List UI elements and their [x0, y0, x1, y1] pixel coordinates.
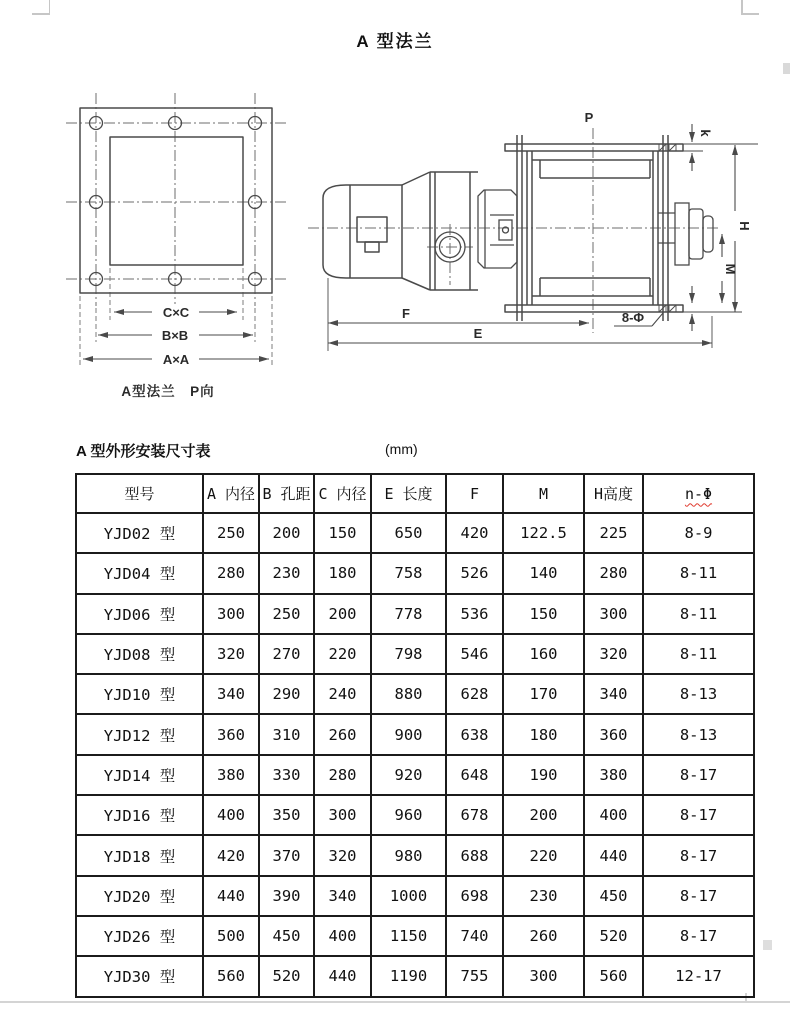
value-cell: 1150 [371, 916, 446, 956]
value-cell: 628 [446, 674, 503, 714]
value-cell: 380 [584, 755, 643, 795]
model-cell: YJD12 型 [76, 714, 203, 754]
gearbox-transition [402, 172, 478, 290]
table-row [76, 594, 754, 634]
page-edge-tick-bottomright [763, 940, 772, 950]
machine-centerlines [308, 128, 718, 333]
column-header: A 内径 [203, 474, 259, 513]
value-cell: 400 [584, 795, 643, 835]
column-header: 型号 [76, 474, 203, 513]
value-cell: 698 [446, 876, 503, 916]
margin-mark-topleft-h [32, 13, 50, 15]
value-cell: 8-17 [643, 876, 754, 916]
value-cell: 648 [446, 755, 503, 795]
value-cell: 270 [259, 634, 314, 674]
machine-dimensions [328, 110, 758, 351]
table-row [76, 513, 754, 553]
dim-label-bxb: B×B [161, 328, 189, 343]
table-row [76, 674, 754, 714]
value-cell: 360 [203, 714, 259, 754]
value-cell: 330 [259, 755, 314, 795]
dim-label-m: M [723, 263, 738, 275]
value-cell: 560 [203, 956, 259, 996]
flange-outline [80, 108, 272, 293]
column-header: M [503, 474, 584, 513]
value-cell: 900 [371, 714, 446, 754]
model-cell: YJD18 型 [76, 835, 203, 875]
column-header: C 内径 [314, 474, 371, 513]
value-cell: 500 [203, 916, 259, 956]
value-cell: 140 [503, 553, 584, 593]
dim-label-p: P [584, 110, 594, 125]
value-cell: 8-17 [643, 916, 754, 956]
value-cell: 280 [314, 755, 371, 795]
table-row [76, 755, 754, 795]
value-cell: 8-11 [643, 553, 754, 593]
flange-front-view [40, 80, 320, 410]
value-cell: 400 [314, 916, 371, 956]
value-cell: 340 [314, 876, 371, 916]
value-cell: 340 [584, 674, 643, 714]
value-cell: 280 [203, 553, 259, 593]
value-cell: 450 [584, 876, 643, 916]
model-cell: YJD20 型 [76, 876, 203, 916]
dim-label-f: F [402, 306, 410, 321]
dim-label-h: H [737, 221, 752, 231]
value-cell: 536 [446, 594, 503, 634]
value-cell: 260 [503, 916, 584, 956]
value-cell: 180 [503, 714, 584, 754]
value-cell: 778 [371, 594, 446, 634]
value-cell: 920 [371, 755, 446, 795]
value-cell: 225 [584, 513, 643, 553]
model-cell: YJD14 型 [76, 755, 203, 795]
value-cell: 300 [203, 594, 259, 634]
shaft-end-coupling [658, 203, 713, 265]
flange-centerlines [66, 93, 286, 306]
value-cell: 300 [314, 795, 371, 835]
value-cell: 8-9 [643, 513, 754, 553]
table-row [76, 795, 754, 835]
table-row [76, 876, 754, 916]
value-cell: 260 [314, 714, 371, 754]
value-cell: 420 [203, 835, 259, 875]
value-cell: 122.5 [503, 513, 584, 553]
value-cell: 688 [446, 835, 503, 875]
value-cell: 220 [314, 634, 371, 674]
value-cell: 546 [446, 634, 503, 674]
header-row [76, 474, 754, 513]
flange-view-caption: A型法兰 P向 [121, 384, 215, 399]
column-header: n-Φ [643, 474, 754, 513]
page-bottom-edge [0, 1001, 790, 1003]
value-cell: 320 [584, 634, 643, 674]
value-cell: 8-11 [643, 594, 754, 634]
machine-side-view [300, 85, 790, 375]
value-cell: 440 [203, 876, 259, 916]
column-header: B 孔距 [259, 474, 314, 513]
value-cell: 526 [446, 553, 503, 593]
value-cell: 340 [203, 674, 259, 714]
value-cell: 520 [584, 916, 643, 956]
value-cell: 320 [314, 835, 371, 875]
value-cell: 8-11 [643, 634, 754, 674]
value-cell: 370 [259, 835, 314, 875]
value-cell: 960 [371, 795, 446, 835]
value-cell: 390 [259, 876, 314, 916]
value-cell: 758 [371, 553, 446, 593]
value-cell: 8-17 [643, 835, 754, 875]
model-cell: YJD06 型 [76, 594, 203, 634]
value-cell: 180 [314, 553, 371, 593]
value-cell: 290 [259, 674, 314, 714]
value-cell: 200 [314, 594, 371, 634]
exciter-bracket [478, 190, 517, 268]
value-cell: 560 [584, 956, 643, 996]
value-cell: 250 [259, 594, 314, 634]
value-cell: 650 [371, 513, 446, 553]
table-row [76, 553, 754, 593]
value-cell: 230 [259, 553, 314, 593]
value-cell: 200 [503, 795, 584, 835]
value-cell: 250 [203, 513, 259, 553]
value-cell: 360 [584, 714, 643, 754]
value-cell: 230 [503, 876, 584, 916]
table-row [76, 714, 754, 754]
value-cell: 1190 [371, 956, 446, 996]
value-cell: 450 [259, 916, 314, 956]
column-header: H高度 [584, 474, 643, 513]
value-cell: 400 [203, 795, 259, 835]
model-cell: YJD10 型 [76, 674, 203, 714]
motor-outline [323, 185, 402, 278]
column-header: F [446, 474, 503, 513]
value-cell: 300 [584, 594, 643, 634]
dim-label-k: k [698, 129, 713, 137]
value-cell: 220 [503, 835, 584, 875]
value-cell: 440 [314, 956, 371, 996]
value-cell: 200 [259, 513, 314, 553]
value-cell: 798 [371, 634, 446, 674]
model-cell: YJD08 型 [76, 634, 203, 674]
table-row [76, 916, 754, 956]
value-cell: 8-17 [643, 795, 754, 835]
value-cell: 980 [371, 835, 446, 875]
dim-label-cxc: C×C [162, 305, 190, 320]
value-cell: 440 [584, 835, 643, 875]
table-row [76, 835, 754, 875]
flange-dimensions [83, 304, 269, 367]
margin-mark-topleft-v [49, 0, 51, 14]
value-cell: 880 [371, 674, 446, 714]
value-cell: 8-17 [643, 755, 754, 795]
value-cell: 8-13 [643, 714, 754, 754]
value-cell: 240 [314, 674, 371, 714]
value-cell: 350 [259, 795, 314, 835]
value-cell: 420 [446, 513, 503, 553]
value-cell: 755 [446, 956, 503, 996]
dim-label-e: E [473, 326, 483, 341]
table-unit: (mm) [385, 441, 418, 457]
margin-mark-topright-v [741, 0, 743, 14]
margin-mark-topright-h [741, 13, 759, 15]
value-cell: 280 [584, 553, 643, 593]
value-cell: 678 [446, 795, 503, 835]
value-cell: 638 [446, 714, 503, 754]
dim-label-axa: A×A [162, 352, 190, 367]
value-cell: 190 [503, 755, 584, 795]
value-cell: 12-17 [643, 956, 754, 996]
value-cell: 520 [259, 956, 314, 996]
model-cell: YJD02 型 [76, 513, 203, 553]
value-cell: 380 [203, 755, 259, 795]
table-row [76, 634, 754, 674]
value-cell: 320 [203, 634, 259, 674]
value-cell: 310 [259, 714, 314, 754]
dim-label-bolt-count: 8-Φ [621, 310, 645, 325]
spec-table [75, 473, 755, 998]
model-cell: YJD30 型 [76, 956, 203, 996]
model-cell: YJD04 型 [76, 553, 203, 593]
value-cell: 8-13 [643, 674, 754, 714]
column-header: E 长度 [371, 474, 446, 513]
value-cell: 1000 [371, 876, 446, 916]
page-title: A 型法兰 [356, 32, 434, 51]
model-cell: YJD26 型 [76, 916, 203, 956]
spec-table-body [76, 513, 754, 997]
value-cell: 170 [503, 674, 584, 714]
table-row [76, 956, 754, 996]
model-cell: YJD16 型 [76, 795, 203, 835]
page-edge-tick-right [783, 63, 790, 74]
value-cell: 160 [503, 634, 584, 674]
value-cell: 150 [503, 594, 584, 634]
value-cell: 300 [503, 956, 584, 996]
value-cell: 150 [314, 513, 371, 553]
table-title: A 型外形安装尺寸表 [76, 443, 211, 460]
value-cell: 740 [446, 916, 503, 956]
